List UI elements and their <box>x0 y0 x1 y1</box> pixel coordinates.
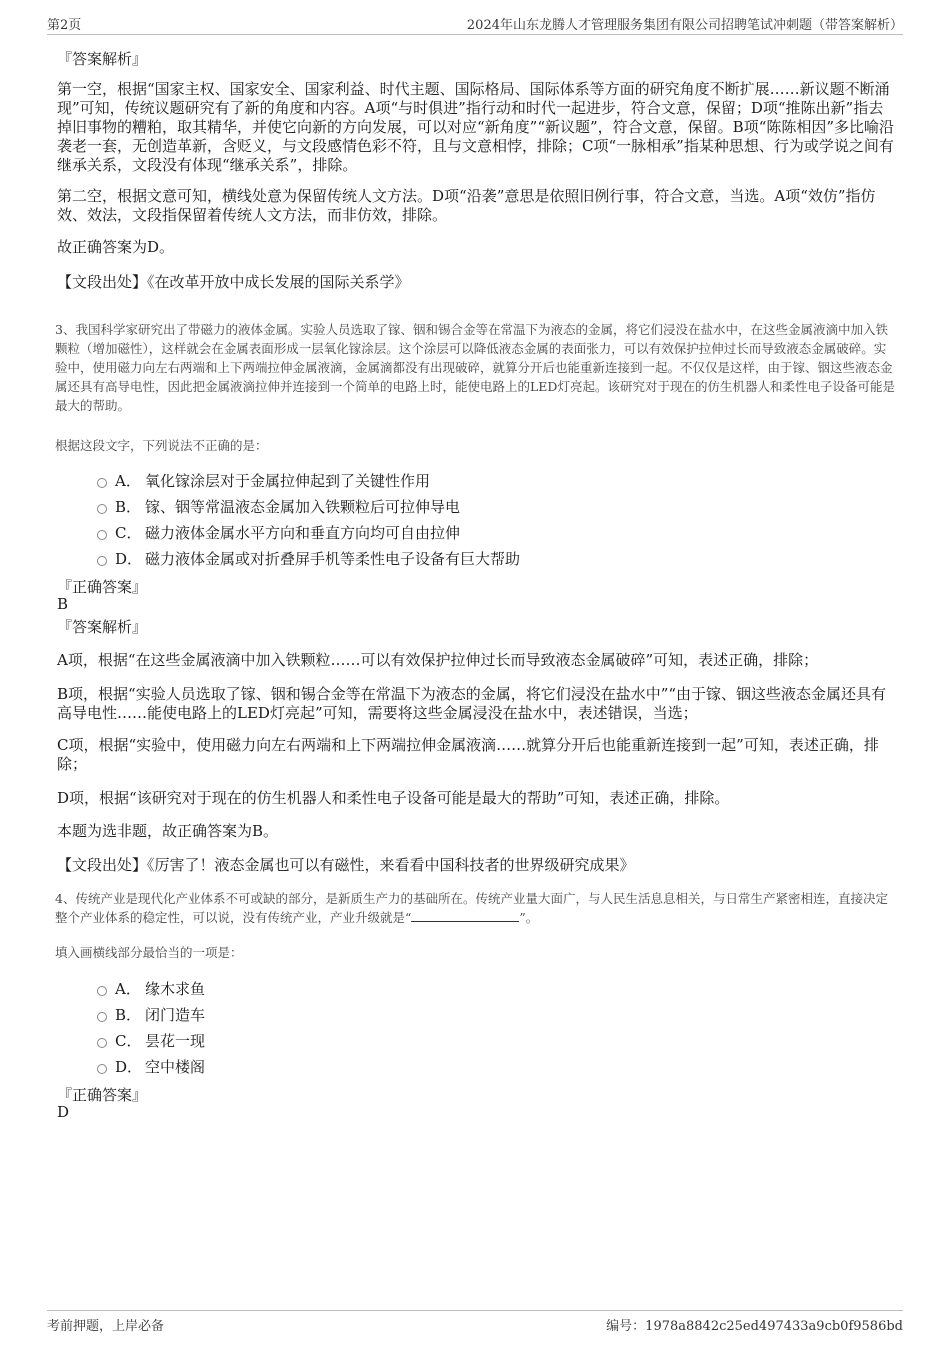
analysis-option-b: B项，根据“实验人员选取了镓、铟和锡合金等在常温下为液态的金属，将它们浸没在盐水中”“由于镓、铟这些液态金属还具有高导电性……能使电路上的LED灯亮起”可知，需要将这些金属浸没在盐水中，表述错误，当选； <box>57 685 887 722</box>
q4-option-a[interactable]: A． 缘木求鱼 <box>97 978 205 998</box>
radio-icon[interactable] <box>97 986 107 996</box>
radio-icon[interactable] <box>97 478 107 488</box>
radio-icon[interactable] <box>97 530 107 540</box>
analysis-conclusion: 本题为选非题，故正确答案为B。 <box>57 822 279 840</box>
q4-option-c[interactable]: C． 昙花一现 <box>97 1030 205 1050</box>
question-4-prompt: 填入画横线部分最恰当的一项是： <box>55 945 243 960</box>
page-header <box>47 12 903 35</box>
correct-answer: D <box>57 1103 70 1121</box>
document-title: 2024年山东龙腾人才管理服务集团有限公司招聘笔试冲刺题（带答案解析） <box>466 18 903 33</box>
q4-option-d[interactable]: D． 空中楼阁 <box>97 1056 205 1076</box>
analysis-conclusion: 故正确答案为D。 <box>57 238 175 256</box>
question-4-stem: 4、传统产业是现代化产业体系不可或缺的部分，是新质生产力的基础所在。传统产业量大面广，与人民生活息息相关，与日常生产紧密相连，直接决定整个产业体系的稳定性，可以说，没有传统产业，产业升级就是“ ”。 <box>55 891 888 925</box>
q3-option-c[interactable]: C． 磁力液体金属水平方向和垂直方向均可自由拉伸 <box>97 522 460 542</box>
correct-answer-label: 『正确答案』 <box>57 1086 148 1104</box>
footer-slogan: 考前押题，上岸必备 <box>47 1319 165 1334</box>
correct-answer: B <box>57 595 69 613</box>
correct-answer-label: 『正确答案』 <box>57 578 148 596</box>
radio-icon[interactable] <box>97 556 107 566</box>
document-code: 编号：1978a8842c25ed497433a9cb0f9586bd <box>606 1319 903 1334</box>
q3-option-d[interactable]: D． 磁力液体金属或对折叠屏手机等柔性电子设备有巨大帮助 <box>97 548 520 568</box>
page-number: 第2页 <box>47 18 82 33</box>
radio-icon[interactable] <box>97 1038 107 1048</box>
analysis-label: 『答案解析』 <box>57 50 148 68</box>
analysis-paragraph-2: 第二空，根据文意可知，横线处意为保留传统人文方法。D项“沿袭”意思是依照旧例行事，符合文意，当选。A项“效仿”指仿效、效法，文段指保留着传统人文方法，而非仿效，排除。 <box>57 187 876 224</box>
radio-icon[interactable] <box>97 1012 107 1022</box>
fill-blank <box>411 909 519 922</box>
passage-source: 【文段出处】《在改革开放中成长发展的国际关系学》 <box>57 273 410 291</box>
question-3-prompt: 根据这段文字，下列说法不正确的是： <box>55 438 268 453</box>
q4-option-b[interactable]: B． 闭门造车 <box>97 1004 205 1024</box>
analysis-paragraph-1: 第一空，根据“国家主权、国家安全、国家利益、时代主题、国际格局、国际体系等方面的研究角度不断扩展……新议题不断涌现”可知，传统议题研究有了新的角度和内容。A项“与时俱进”指行动和时代一起进步，符合文意，保留；D项“推陈出新”指去掉旧事物的糟粕，取其精华，并使它向新的方向发展，可以对应“新角度”“新议题”，符合文意，保留。B项“陈陈相因”多比喻沿袭老一套，无创造革新，含贬义，与文段感情色彩不符，且与文意相悖，排除；C项“一脉相承”指某种思想、行为或学说之间有继承关系，文段没有体现“继承关系”，排除。 <box>57 80 895 174</box>
page-footer <box>47 1310 903 1335</box>
q3-option-b[interactable]: B． 镓、铟等常温液态金属加入铁颗粒后可拉伸导电 <box>97 496 460 516</box>
analysis-label: 『答案解析』 <box>57 618 148 636</box>
analysis-option-a: A项，根据“在这些金属液滴中加入铁颗粒……可以有效保护拉伸过长而导致液态金属破碎”可知，表述正确，排除； <box>57 651 819 669</box>
radio-icon[interactable] <box>97 504 107 514</box>
question-3-stem: 3、我国科学家研究出了带磁力的液体金属。实验人员选取了镓、铟和锡合金等在常温下为液态的金属，将它们浸没在盐水中，在这些金属液滴中加入铁颗粒（增加磁性），这样就会在金属表面形成一层氧化镓涂层。这个涂层可以降低液态金属的表面张力，可以有效保护拉伸过长而导致液态金属破碎。实验中，使用磁力向左右两端和上下两端拉伸金属液滴，金属滴都没有出现破碎，就算分开后也能重新连接到一起。不仅仅是这样，由于镓、铟这些液态金属还具有高导电性，因此把金属液滴拉伸并连接到一个简单的电路上时，能使电路上的LED灯亮起。该研究对于现在的仿生机器人和柔性电子设备可能是最大的帮助。 <box>55 322 895 413</box>
radio-icon[interactable] <box>97 1064 107 1074</box>
analysis-option-c: C项，根据“实验中，使用磁力向左右两端和上下两端拉伸金属液滴……就算分开后也能重新连接到一起”可知，表述正确，排除； <box>57 736 879 773</box>
analysis-option-d: D项，根据“该研究对于现在的仿生机器人和柔性电子设备可能是最大的帮助”可知，表述正确，排除。 <box>57 789 730 807</box>
q3-option-a[interactable]: A． 氧化镓涂层对于金属拉伸起到了关键性作用 <box>97 470 430 490</box>
passage-source: 【文段出处】《厉害了！液态金属也可以有磁性，来看看中国科技者的世界级研究成果》 <box>57 856 635 874</box>
